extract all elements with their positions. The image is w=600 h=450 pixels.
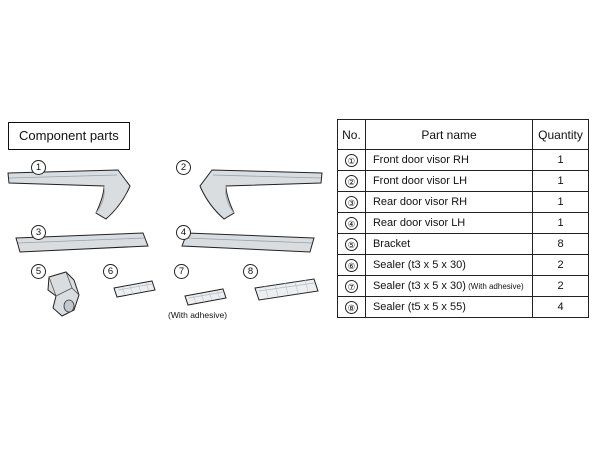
adhesive-note: (With adhesive) <box>168 310 228 320</box>
table-row <box>338 171 589 192</box>
row-no <box>338 234 366 255</box>
row-part-name <box>365 150 532 171</box>
callout-7: 7 <box>174 264 189 279</box>
row-part-name <box>365 276 532 297</box>
row-no <box>338 150 366 171</box>
row-number-badge: ⑤ <box>345 238 358 251</box>
table-header-row <box>338 120 589 150</box>
row-quantity: 2 <box>533 255 589 276</box>
part-bracket <box>48 272 79 316</box>
row-quantity: 1 <box>533 171 589 192</box>
callout-2: 2 <box>176 160 191 175</box>
row-no <box>338 213 366 234</box>
part-sealer-6 <box>114 281 155 297</box>
row-part-name <box>365 213 532 234</box>
row-number-badge: ⑥ <box>345 259 358 272</box>
row-part-name-text: Rear door visor RH <box>372 196 468 208</box>
callout-4: 4 <box>176 225 191 240</box>
row-part-name <box>365 255 532 276</box>
row-part-name-text: Sealer (t5 x 5 x 55) <box>372 301 466 313</box>
row-quantity: 4 <box>533 297 589 318</box>
row-part-name-text: Sealer (t3 x 5 x 30) <box>372 280 466 292</box>
row-part-name <box>365 171 532 192</box>
part-front-door-visor-rh <box>8 170 130 219</box>
part-sealer-7 <box>185 289 226 305</box>
row-no <box>338 255 366 276</box>
header-no: No. <box>338 120 366 150</box>
header-part-name: Part name <box>365 120 532 150</box>
row-quantity: 1 <box>533 213 589 234</box>
row-number-badge: ⑦ <box>345 280 358 293</box>
row-quantity: 8 <box>533 234 589 255</box>
row-part-name-text: Front door visor LH <box>372 175 468 187</box>
table-row <box>338 192 589 213</box>
row-part-name <box>365 297 532 318</box>
part-front-door-visor-lh <box>200 170 322 219</box>
table-row <box>338 297 589 318</box>
row-part-name <box>365 234 532 255</box>
row-no <box>338 171 366 192</box>
component-parts-title: Component parts <box>8 122 130 150</box>
table-row <box>338 213 589 234</box>
callout-6: 6 <box>103 264 118 279</box>
row-part-name <box>365 192 532 213</box>
callout-3: 3 <box>31 225 46 240</box>
row-quantity: 1 <box>533 192 589 213</box>
row-no <box>338 192 366 213</box>
table-row <box>338 276 589 297</box>
row-part-name-text: Front door visor RH <box>372 154 469 166</box>
row-part-name-text: Rear door visor LH <box>372 217 466 229</box>
row-part-name-text: Bracket <box>372 238 411 250</box>
row-part-name-suffix: (With adhesive) <box>465 282 524 291</box>
row-no <box>338 297 366 318</box>
table-row <box>338 234 589 255</box>
callout-8: 8 <box>243 264 258 279</box>
row-no <box>338 276 366 297</box>
part-rear-door-visor-lh <box>182 233 314 252</box>
table-row <box>338 150 589 171</box>
row-part-name-text: Sealer (t3 x 5 x 30) <box>372 259 466 271</box>
row-number-badge: ③ <box>345 196 358 209</box>
callout-5: 5 <box>31 264 46 279</box>
callout-1: 1 <box>31 160 46 175</box>
part-sealer-8 <box>255 279 318 300</box>
row-number-badge: ② <box>345 175 358 188</box>
parts-table <box>337 119 589 318</box>
row-number-badge: ⑧ <box>345 301 358 314</box>
table-row <box>338 255 589 276</box>
row-quantity: 1 <box>533 150 589 171</box>
row-number-badge: ① <box>345 154 358 167</box>
row-number-badge: ④ <box>345 217 358 230</box>
parts-table-wrapper <box>337 119 589 318</box>
row-quantity: 2 <box>533 276 589 297</box>
header-quantity: Quantity <box>533 120 589 150</box>
